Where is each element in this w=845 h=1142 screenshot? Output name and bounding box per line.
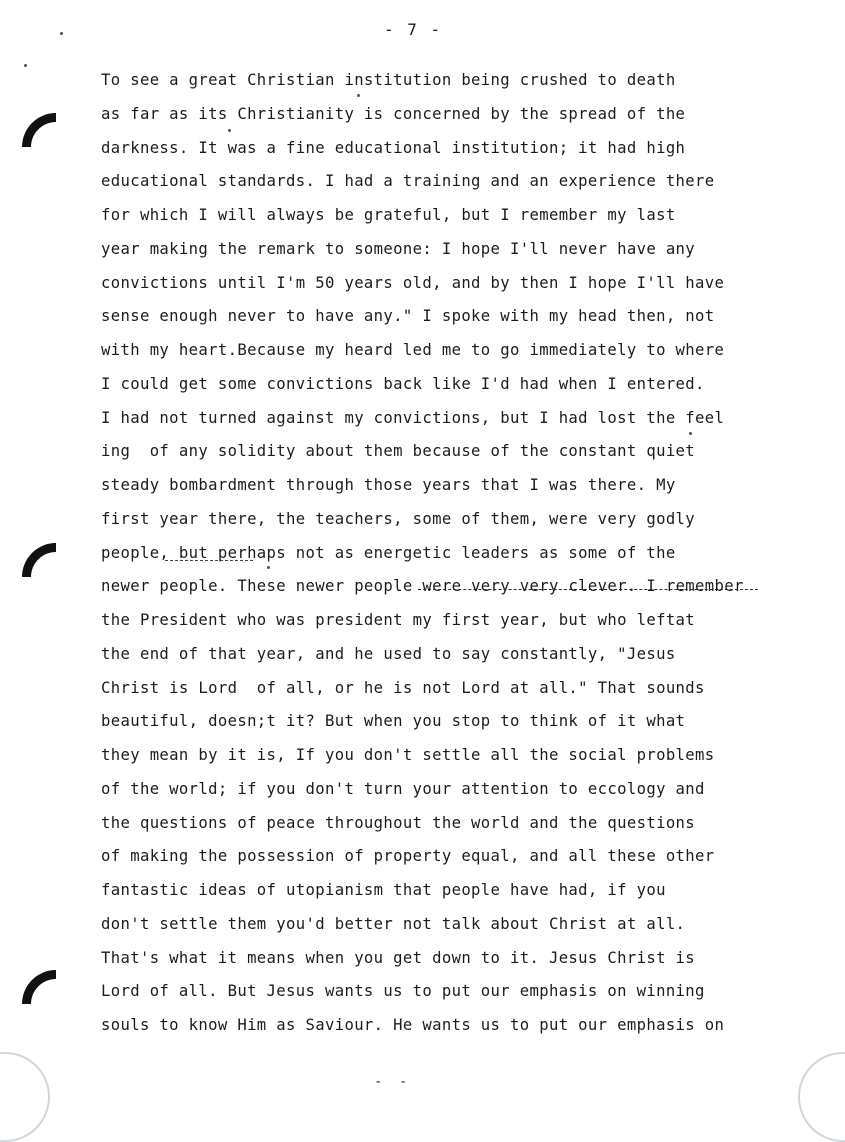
text-line: as far as its Christianity is concerned by the spread of the xyxy=(101,104,686,123)
text-line: darkness. It was a fine educational institution; it had high xyxy=(101,138,686,157)
scan-speck xyxy=(24,64,27,67)
scan-speck xyxy=(689,432,692,435)
page-number: - 7 - xyxy=(384,20,443,39)
text-line: for which I will always be grateful, but I remember my last xyxy=(101,206,676,224)
text-line: ing of any solidity about them because of the constant quiet xyxy=(101,442,696,461)
punch-hole-mark xyxy=(22,970,56,1004)
text-line: people, but perhaps not as energetic leaders as some of the xyxy=(101,543,676,562)
dashed-underline-mark xyxy=(165,560,253,561)
text-line: of making the possession of property equal, and all these other xyxy=(101,847,715,866)
text-line: I could get some convictions back like I'd had when I entered. xyxy=(101,374,705,393)
text-line: don't settle them you'd better not talk about Christ at all. xyxy=(101,914,686,933)
scan-speck xyxy=(357,94,360,97)
page-corner-curl xyxy=(798,1052,845,1142)
text-line: year making the remark to someone: I hope I'll never have any xyxy=(101,239,696,258)
text-line: of the world; if you don't turn your attention to eccology and xyxy=(101,779,705,798)
footer-mark: - - xyxy=(374,1074,412,1090)
text-line: souls to know Him as Saviour. He wants us to put our emphasis on xyxy=(101,1016,725,1034)
punch-hole-mark xyxy=(22,113,56,147)
text-line: That's what it means when you get down to it. Jesus Christ is xyxy=(101,948,696,967)
text-line: educational standards. I had a training and an experience there xyxy=(101,172,715,191)
scan-speck xyxy=(267,566,270,569)
text-line: the President who was president my first year, but who leftat xyxy=(101,611,696,629)
text-line: Christ is Lord of all, or he is not Lord at all." That sounds xyxy=(101,678,705,697)
text-line: fantastic ideas of utopianism that people have had, if you xyxy=(101,881,666,899)
punch-hole-mark xyxy=(22,543,56,577)
text-line: convictions until I'm 50 years old, and by then I hope I'll have xyxy=(101,273,725,292)
struck-out-text: were very very clever. I remember xyxy=(422,577,744,596)
text-line: the end of that year, and he used to say constantly, "Jesus xyxy=(101,644,676,663)
text-line-with-strikeout xyxy=(101,575,801,609)
text-line: sense enough never to have any." I spoke with my head then, not xyxy=(101,307,715,326)
text-line: I had not turned against my convictions, but I had lost the feel xyxy=(101,408,725,427)
text-line: they mean by it is, If you don't settle all the social problems xyxy=(101,746,715,764)
text-fragment: newer people. These newer people xyxy=(101,577,423,596)
text-line: Lord of all. But Jesus wants us to put our emphasis on winning xyxy=(101,982,705,1001)
text-line: steady bombardment through those years that I was there. My xyxy=(101,476,676,494)
scan-speck xyxy=(60,32,63,35)
text-line: first year there, the teachers, some of them, were very godly xyxy=(101,509,696,528)
scan-speck xyxy=(228,129,231,132)
text-line: the questions of peace throughout the world and the questions xyxy=(101,813,696,832)
page-corner-curl xyxy=(0,1052,50,1142)
text-line: To see a great Christian institution being crushed to death xyxy=(101,71,676,89)
text-line: beautiful, doesn;t it? But when you stop to think of it what xyxy=(101,712,686,731)
body-text xyxy=(101,69,801,1048)
text-line: with my heart.Because my heard led me to go immediately to where xyxy=(101,341,725,359)
